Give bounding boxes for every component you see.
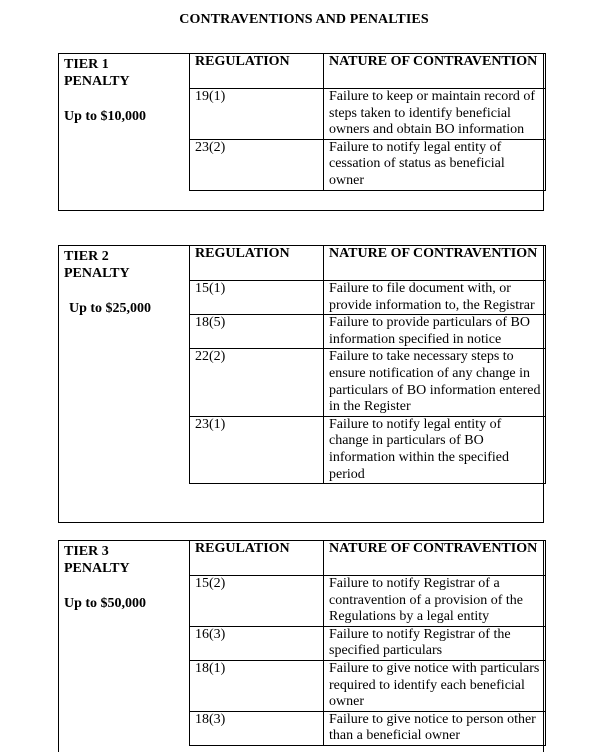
nature-header: NATURE OF CONTRAVENTION xyxy=(324,246,546,281)
table-row xyxy=(190,416,546,483)
nature-cell: Failure to take necessary steps to ensure notification of any change in particulars of BO information entered in the Register xyxy=(324,349,546,416)
regulation-cell: 15(2) xyxy=(190,576,324,627)
tier-3-table xyxy=(58,540,544,752)
nature-cell: Failure to give notice with particulars required to identify each beneficial owner xyxy=(324,660,546,711)
nature-cell: Failure to notify legal entity of cessation of status as beneficial owner xyxy=(324,139,546,190)
table-row xyxy=(190,576,546,627)
regulation-cell: 18(1) xyxy=(190,660,324,711)
table-row xyxy=(190,315,546,349)
nature-cell: Failure to give notice to person other than a beneficial owner xyxy=(324,711,546,745)
tier-label xyxy=(64,543,189,612)
regulation-grid xyxy=(189,53,544,191)
table-row xyxy=(190,139,546,190)
tier-penalty-label: PENALTY xyxy=(64,266,130,281)
nature-header: NATURE OF CONTRAVENTION xyxy=(324,54,546,89)
nature-cell: Failure to file document with, or provide information to, the Registrar xyxy=(324,281,546,315)
tier-amount: Up to $25,000 xyxy=(69,301,152,316)
nature-cell: Failure to provide particulars of BO information specified in notice xyxy=(324,315,546,349)
nature-header: NATURE OF CONTRAVENTION xyxy=(324,541,546,576)
tier-label xyxy=(64,248,189,317)
nature-cell: Failure to notify legal entity of change in particulars of BO information within the specified period xyxy=(324,416,546,483)
table-row xyxy=(190,281,546,315)
table-row xyxy=(190,711,546,745)
regulation-cell: 23(2) xyxy=(190,139,324,190)
tier-1-table xyxy=(58,53,544,211)
regulation-cell: 15(1) xyxy=(190,281,324,315)
tier-name: TIER 1 xyxy=(64,57,109,72)
tier-penalty-label: PENALTY xyxy=(64,74,130,89)
table-header-row xyxy=(190,246,546,281)
page-title: CONTRAVENTIONS AND PENALTIES xyxy=(179,12,429,27)
tier-2-table xyxy=(58,245,544,523)
nature-cell: Failure to notify Registrar of a contravention of a provision of the Regulations by a legal entity xyxy=(324,576,546,627)
table-row xyxy=(190,349,546,416)
tier-amount: Up to $50,000 xyxy=(64,596,147,611)
tier-penalty-label: PENALTY xyxy=(64,561,130,576)
regulation-cell: 22(2) xyxy=(190,349,324,416)
regulation-grid xyxy=(189,540,544,746)
regulation-cell: 18(5) xyxy=(190,315,324,349)
table-header-row xyxy=(190,541,546,576)
tier-label xyxy=(64,56,189,125)
regulation-cell: 16(3) xyxy=(190,626,324,660)
regulation-grid xyxy=(189,245,544,484)
regulation-header: REGULATION xyxy=(190,54,324,89)
regulation-cell: 18(3) xyxy=(190,711,324,745)
table-row xyxy=(190,660,546,711)
tier-name: TIER 2 xyxy=(64,249,109,264)
regulation-header: REGULATION xyxy=(190,246,324,281)
table-row xyxy=(190,626,546,660)
regulation-cell: 19(1) xyxy=(190,89,324,140)
regulation-header: REGULATION xyxy=(190,541,324,576)
regulation-cell: 23(1) xyxy=(190,416,324,483)
table-header-row xyxy=(190,54,546,89)
table-row xyxy=(190,89,546,140)
nature-cell: Failure to keep or maintain record of steps taken to identify beneficial owners and obtain BO information xyxy=(324,89,546,140)
tier-amount: Up to $10,000 xyxy=(64,109,147,124)
tier-name: TIER 3 xyxy=(64,544,109,559)
nature-cell: Failure to notify Registrar of the specified particulars xyxy=(324,626,546,660)
